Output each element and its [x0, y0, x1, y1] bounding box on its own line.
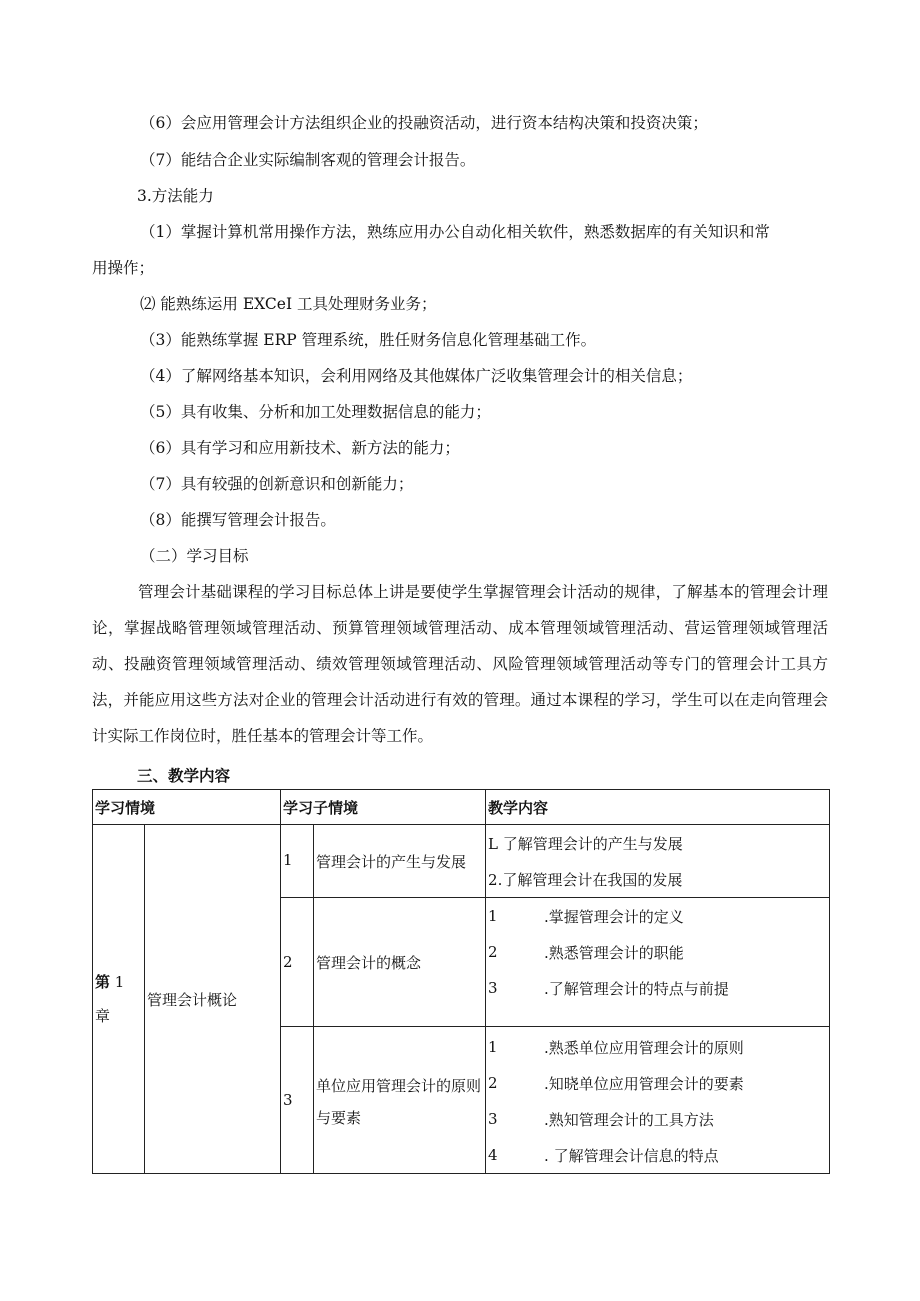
content-number: 3: [488, 1110, 498, 1128]
content-number: 4: [488, 1146, 498, 1164]
content-text: L 了解管理会计的产生与发展: [488, 834, 683, 853]
method-item-1-cont: 用操作；: [92, 259, 155, 277]
sub-title: 管理会计的概念: [314, 898, 486, 1027]
chapter-cell: [93, 825, 145, 1174]
content-text: .熟悉单位应用管理会计的原则: [544, 1038, 744, 1057]
content-cell: [486, 898, 830, 1027]
list-item: [488, 1029, 829, 1065]
chapter-label-rest: 章: [95, 1007, 111, 1025]
sub-title: [314, 1027, 486, 1174]
list-item: [488, 934, 829, 970]
sub-title: 管理会计的产生与发展: [314, 825, 486, 898]
content-text: .知晓单位应用管理会计的要素: [544, 1074, 744, 1093]
method-item-6: （6）具有学习和应用新技术、新方法的能力；: [140, 439, 460, 457]
content-cell: [486, 1027, 830, 1174]
sub-number: 3: [281, 1027, 314, 1174]
section-3-heading: 三、教学内容: [137, 766, 231, 785]
method-item-4: （4）了解网络基本知识，会利用网络及其他媒体广泛收集管理会计的相关信息；: [140, 367, 693, 385]
list-item: [488, 970, 829, 1006]
content-number: 1: [488, 907, 498, 925]
header-teaching-content: 教学内容: [486, 790, 830, 825]
list-item: [488, 825, 829, 861]
sub-number: 1: [281, 825, 314, 898]
method-item-8: （8）能撰写管理会计报告。: [140, 511, 336, 529]
sub-number: 2: [281, 898, 314, 1027]
content-number: 1: [488, 1038, 498, 1056]
method-item-5: （5）具有收集、分析和加工处理数据信息的能力；: [140, 403, 491, 421]
content-cell: [486, 825, 830, 898]
content-text: 2.了解管理会计在我国的发展: [488, 870, 683, 889]
method-ability-heading: 3.方法能力: [137, 187, 214, 205]
header-learning-context: 学习情境: [93, 790, 281, 825]
teaching-content-table: [92, 789, 830, 1174]
learning-goal-heading: （二）学习目标: [140, 547, 249, 565]
sub-title-text: 单位应用管理会计的原则与要素: [316, 1077, 482, 1127]
chapter-title-cell: 管理会计概论: [145, 825, 281, 1174]
list-item: [488, 1065, 829, 1101]
header-sub-context: 学习子情境: [281, 790, 486, 825]
chapter-number: 1: [110, 973, 125, 991]
content-text: .了解管理会计的特点与前提: [544, 979, 729, 998]
table-header-row: [93, 790, 830, 825]
content-number: 2: [488, 1074, 498, 1092]
method-item-2: ⑵ 能熟练运用 EXCeI 工具处理财务业务；: [140, 295, 437, 313]
method-item-7: （7）具有较强的创新意识和创新能力；: [140, 475, 414, 493]
content-number: 2: [488, 943, 498, 961]
learning-goal-paragraph: 管理会计基础课程的学习目标总体上讲是要使学生掌握管理会计活动的规律，了解基本的管理会计理论，掌握战略管理领域管理活动、预算管理领域管理活动、成本管理领域管理活动、营运管理领域管理活动、投融资管理领域管理活动、绩效管理领域管理活动、风险管理领域管理活动等专门的管理会计工具方法，并能应用这些方法对企业的管理会计活动进行有效的管理。通过本课程的学习，学生可以在走向管理会计实际工作岗位时，胜任基本的管理会计等工作。: [92, 583, 828, 745]
content-text: .熟知管理会计的工具方法: [544, 1110, 714, 1129]
list-item: [488, 861, 829, 897]
list-item: [488, 898, 829, 934]
content-text: . 了解管理会计信息的特点: [544, 1146, 719, 1165]
content-text: .熟悉管理会计的职能: [544, 943, 684, 962]
list-item: [488, 1101, 829, 1137]
list-item: [488, 1137, 829, 1173]
method-item-1: （1）掌握计算机常用操作方法，熟练应用办公自动化相关软件，熟悉数据库的有关知识和常: [140, 223, 770, 241]
chapter-label: 第: [95, 973, 111, 991]
content-number: 3: [488, 979, 498, 997]
table-row: [93, 825, 830, 898]
method-item-3: （3）能熟练掌握 ERP 管理系统，胜任财务信息化管理基础工作。: [140, 331, 597, 349]
ability-item-6: （6）会应用管理会计方法组织企业的投融资活动，进行资本结构决策和投资决策；: [140, 114, 708, 132]
content-text: .掌握管理会计的定义: [544, 907, 684, 926]
ability-item-7: （7）能结合企业实际编制客观的管理会计报告。: [140, 151, 476, 169]
